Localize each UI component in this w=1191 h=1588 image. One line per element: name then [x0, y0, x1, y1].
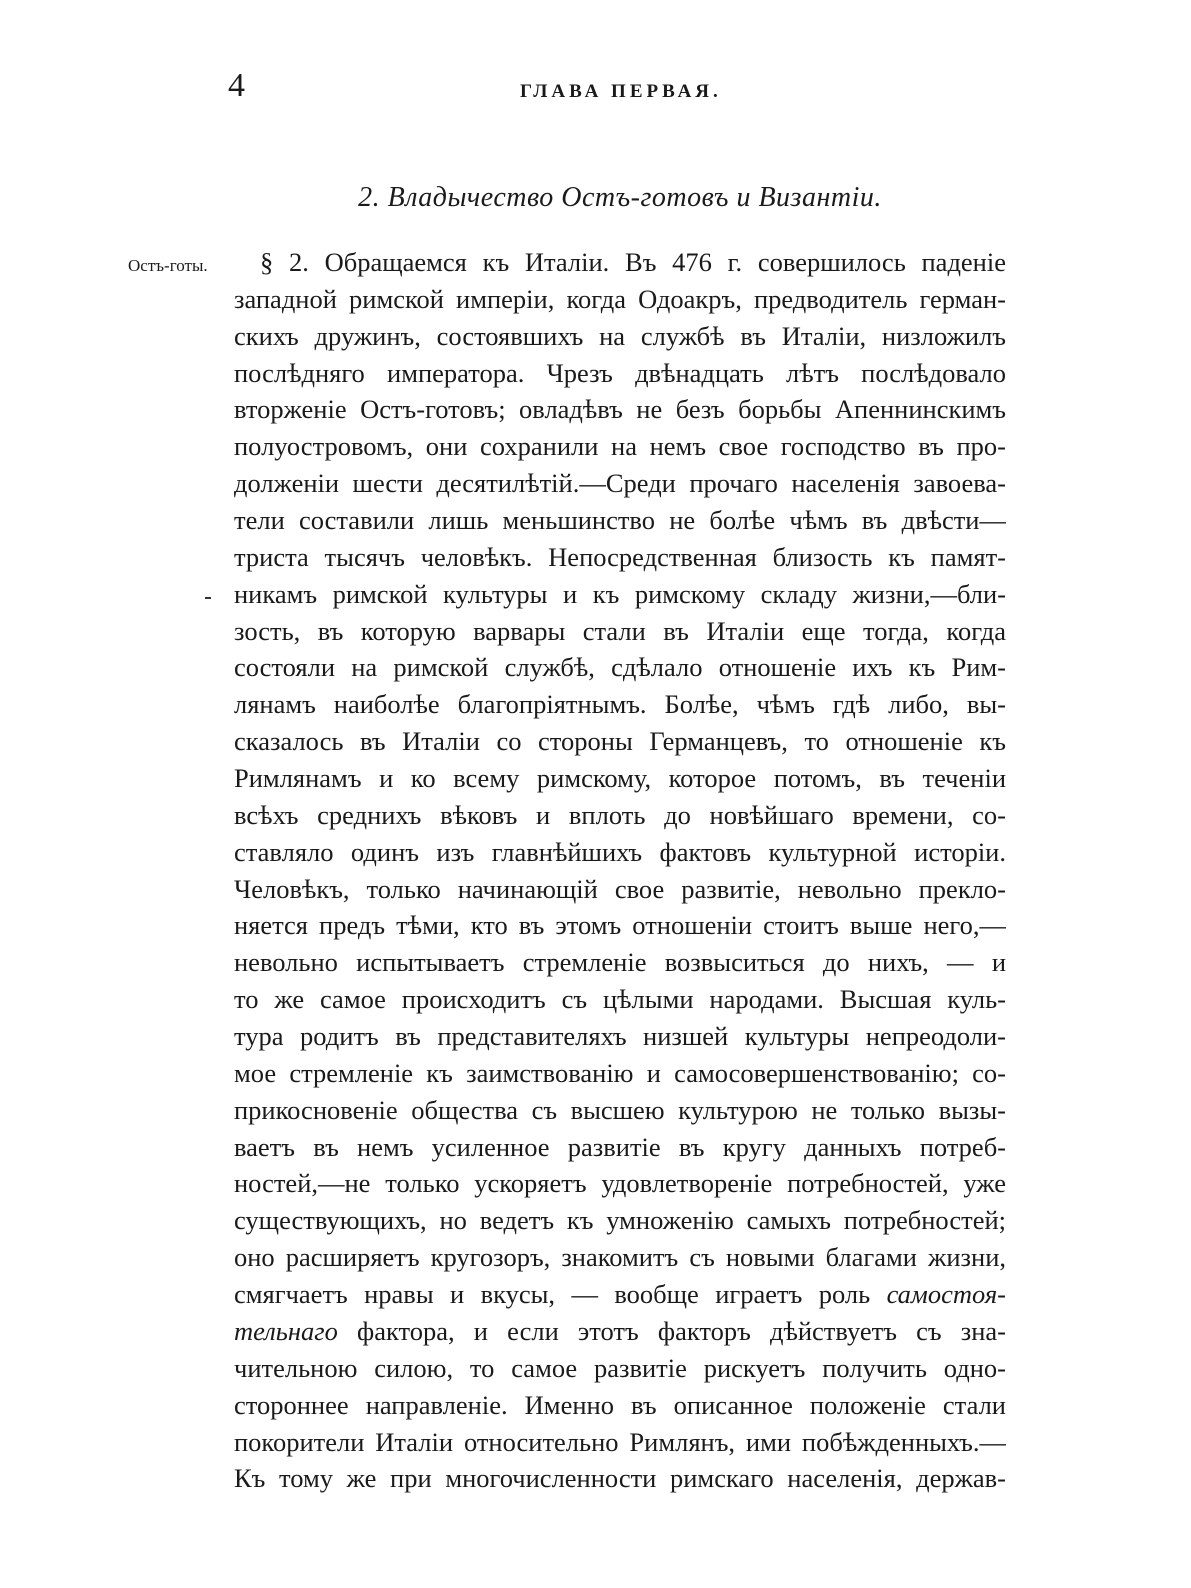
text-line: мое стремленіе къ заимствованію и самосовершенствованію; со- [234, 1057, 1006, 1088]
italic-term: самостоя- [886, 1279, 1006, 1310]
text-line: зость, въ которую варвары стали въ Италіи еще тогда, когда [234, 615, 1006, 646]
text-line: тели составили лишь меньшинство не болѣе чѣмъ въ двѣсти— [234, 505, 1006, 536]
text-line: ностей,—не только ускоряетъ удовлетвореніе потребностей, уже [234, 1168, 1006, 1199]
text-line: лянамъ наиболѣе благопріятнымъ. Болѣе, чѣмъ гдѣ либо, вы- [234, 689, 1006, 720]
text-segment: смягчаетъ нравы и вкусы, — вообще играетъ роль [234, 1279, 871, 1310]
margin-dash-mark [205, 597, 211, 599]
page-number: 4 [228, 67, 245, 104]
text-line: тура родитъ въ представителяхъ низшей культуры непреодоли- [234, 1021, 1006, 1052]
text-line: вторженіе Остъ-готовъ; овладѣвъ не безъ борьбы Апеннинскимъ [234, 394, 1006, 425]
text-line-with-italic [234, 1276, 1006, 1313]
text-line: всѣхъ среднихъ вѣковъ и вплоть до новѣйшаго времени, со- [234, 799, 1006, 830]
text-line: прикосновеніе общества съ высшею культурою не только вызы- [234, 1094, 1006, 1125]
text-line: полуостровомъ, они сохранили на немъ свое господство въ про- [234, 431, 1006, 462]
text-line: оно расширяетъ кругозоръ, знакомитъ съ новыми благами жизни, [234, 1242, 1006, 1273]
section-title: 2. Владычество Остъ-готовъ и Византіи. [358, 182, 882, 213]
text-segment: фактора, и если этотъ факторъ дѣйствуетъ съ зна- [357, 1315, 1006, 1346]
text-line: скихъ дружинъ, состоявшихъ на службѣ въ Италіи, низложилъ [234, 320, 1006, 351]
text-line: чительною силою, то самое развитіе рискуетъ получить одно- [234, 1352, 1006, 1383]
text-line: § 2. Обращаемся къ Италіи. Въ 476 г. совершилось паденіе [260, 247, 1006, 277]
text-line: Къ тому же при многочисленности римскаго населенія, держав- [234, 1463, 1006, 1494]
text-line: западной римской имперіи, когда Одоакръ, предводитель герман- [234, 283, 1006, 314]
text-line: долженіи шести десятилѣтій.—Среди прочаго населенія завоева- [234, 468, 1006, 499]
text-line: сказалось въ Италіи со стороны Германцевъ, то отношеніе къ [234, 726, 1006, 757]
paragraph [234, 244, 1006, 1497]
italic-term: тельнаго [234, 1315, 338, 1346]
text-line: триста тысячъ человѣкъ. Непосредственная близость къ памят- [234, 541, 1006, 572]
text-line: няется предъ тѣми, кто въ этомъ отношеніи стоитъ выше него,— [234, 910, 1006, 941]
margin-note: Остъ-готы. [128, 256, 208, 275]
text-line: послѣдняго императора. Чрезъ двѣнадцать лѣтъ послѣдовало [234, 357, 1006, 388]
text-line: ставляло одинъ изъ главнѣйшихъ фактовъ культурной исторіи. [234, 836, 1006, 867]
text-line: стороннее направленіе. Именно въ описанное положеніе стали [234, 1389, 1006, 1420]
text-line: существующихъ, но ведетъ къ умноженію самыхъ потребностей; [234, 1205, 1006, 1236]
text-line: Римлянамъ и ко всему римскому, которое потомъ, въ теченіи [234, 763, 1006, 794]
text-line: Человѣкъ, только начинающій свое развитіе, невольно прекло- [234, 873, 1006, 904]
text-line: невольно испытываетъ стремленіе возвыситься до нихъ, — и [234, 947, 1006, 978]
text-line-with-italic [234, 1313, 1006, 1350]
running-head: ГЛАВА ПЕРВАЯ. [520, 81, 722, 102]
text-line: то же самое происходитъ съ цѣлыми народами. Высшая куль- [234, 984, 1006, 1015]
text-line: ваетъ въ немъ усиленное развитіе въ кругу данныхъ потреб- [234, 1131, 1006, 1162]
text-line: никамъ римской культуры и къ римскому складу жизни,—бли- [234, 578, 1006, 609]
text-line: состояли на римской службѣ, сдѣлало отношеніе ихъ къ Рим- [234, 652, 1006, 683]
text-line: покорители Италіи относительно Римлянъ, ими побѣжденныхъ.— [234, 1426, 1006, 1457]
